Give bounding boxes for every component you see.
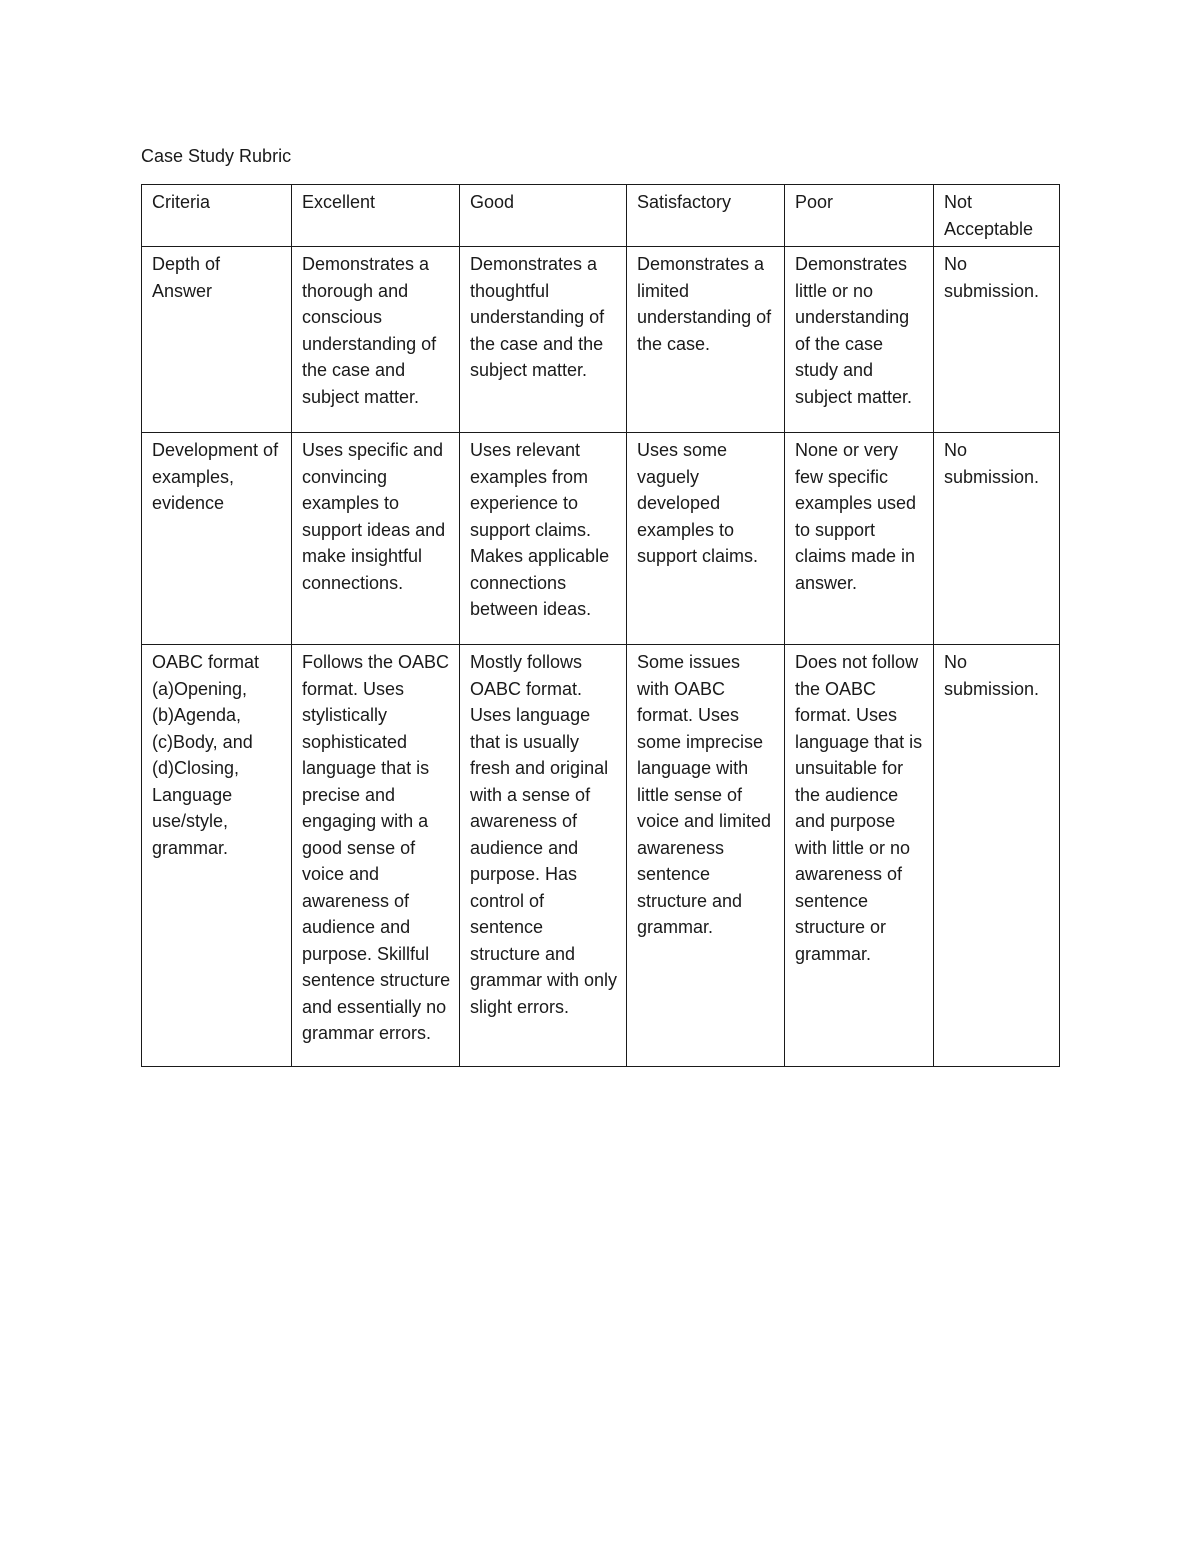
satisfactory-cell: Some issues with OABC format. Uses some imprecise language with little sense of voice and limited awareness sentence structure and grammar. [627, 645, 785, 1067]
excellent-cell: Uses specific and convincing examples to support ideas and make insightful connections. [292, 433, 460, 645]
table-row [142, 247, 1060, 433]
table-header-row [142, 185, 1060, 247]
excellent-cell: Follows the OABC format. Uses stylistically sophisticated language that is precise and engaging with a good sense of voice and awareness of audience and purpose. Skillful sentence structure and essentially no grammar errors. [292, 645, 460, 1067]
not-acceptable-cell: No submission. [934, 645, 1060, 1067]
header-satisfactory: Satisfactory [627, 185, 785, 247]
good-cell: Demonstrates a thoughtful understanding of the case and the subject matter. [460, 247, 627, 433]
rubric-table [141, 184, 1060, 1067]
document-title: Case Study Rubric [141, 146, 292, 166]
good-cell: Uses relevant examples from experience to support claims. Makes applicable connections between ideas. [460, 433, 627, 645]
criteria-cell: Development of examples, evidence [142, 433, 292, 645]
table-row [142, 645, 1060, 1067]
satisfactory-cell: Uses some vaguely developed examples to support claims. [627, 433, 785, 645]
not-acceptable-cell: No submission. [934, 433, 1060, 645]
header-criteria: Criteria [142, 185, 292, 247]
header-good: Good [460, 185, 627, 247]
satisfactory-cell: Demonstrates a limited understanding of the case. [627, 247, 785, 433]
table-row [142, 433, 1060, 645]
good-cell: Mostly follows OABC format. Uses language that is usually fresh and original with a sense of awareness of audience and purpose. Has control of sentence structure and grammar with only slight errors. [460, 645, 627, 1067]
header-poor: Poor [785, 185, 934, 247]
poor-cell: None or very few specific examples used to support claims made in answer. [785, 433, 934, 645]
excellent-cell: Demonstrates a thorough and conscious understanding of the case and subject matter. [292, 247, 460, 433]
not-acceptable-cell: No submission. [934, 247, 1060, 433]
header-not-acceptable: Not Acceptable [934, 185, 1060, 247]
poor-cell: Does not follow the OABC format. Uses language that is unsuitable for the audience and purpose with little or no awareness of sentence structure or grammar. [785, 645, 934, 1067]
poor-cell: Demonstrates little or no understanding of the case study and subject matter. [785, 247, 934, 433]
criteria-cell: Depth of Answer [142, 247, 292, 433]
header-excellent: Excellent [292, 185, 460, 247]
criteria-cell: OABC format (a)Opening, (b)Agenda, (c)Body, and (d)Closing, Language use/style, grammar. [142, 645, 292, 1067]
